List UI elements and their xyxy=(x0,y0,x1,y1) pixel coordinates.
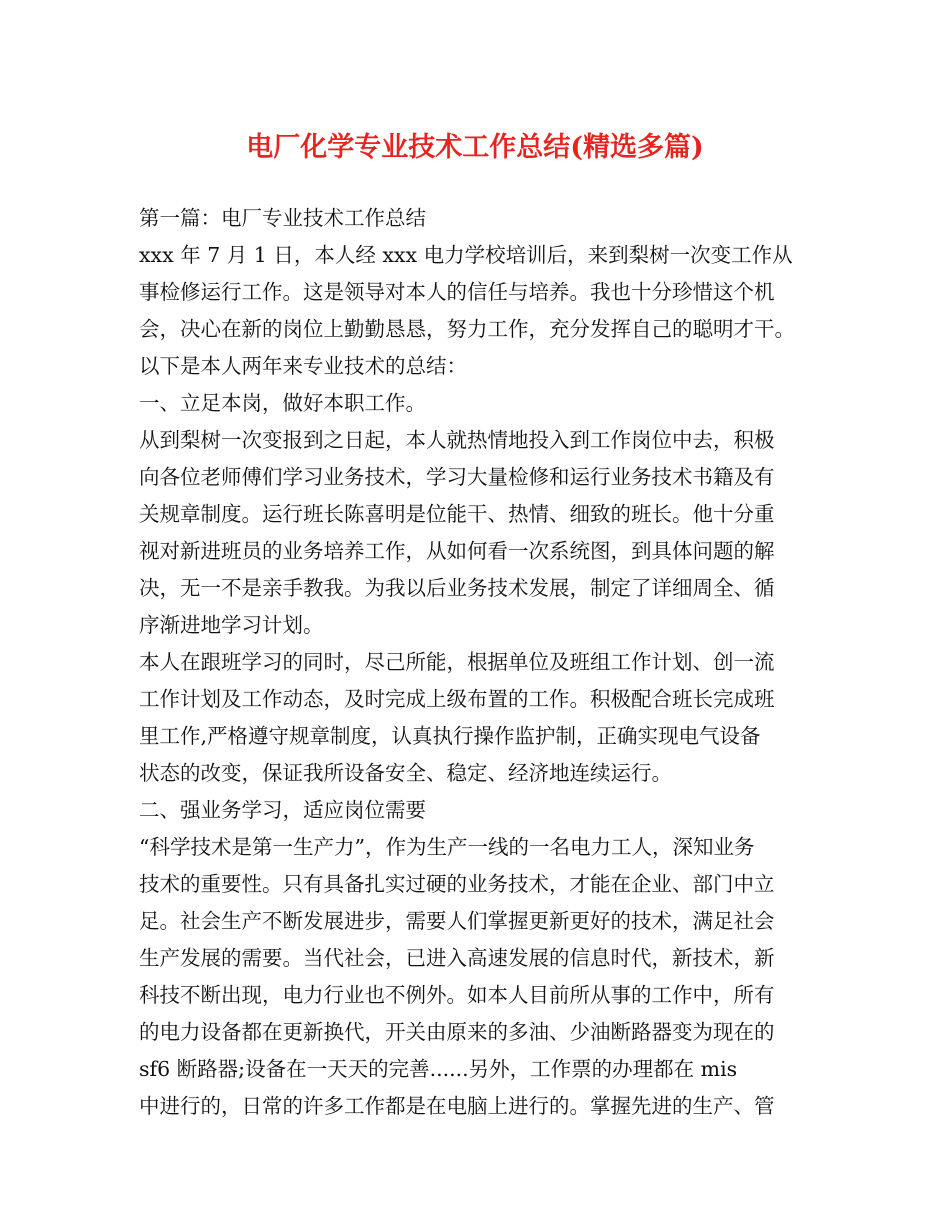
text-line: 向各位老师傅们学习业务技术，学习大量检修和运行业务技术书籍及有 xyxy=(139,465,775,489)
text-line: 第一篇：电厂专业技术工作总结 xyxy=(139,206,426,230)
text-line: 工作计划及工作动态，及时完成上级布置的工作。积极配合班长完成班 xyxy=(139,687,775,711)
document-body xyxy=(139,200,839,1125)
text-line: 里工作,严格遵守规章制度，认真执行操作监护制，正确实现电气设备 xyxy=(139,724,761,748)
text-line: 科技不断出现，电力行业也不例外。如本人目前所从事的工作中，所有 xyxy=(139,983,775,1007)
text-line: 关规章制度。运行班长陈喜明是位能干、热情、细致的班长。他十分重 xyxy=(139,502,775,526)
text-line: 中进行的，日常的许多工作都是在电脑上进行的。掌握先进的生产、管 xyxy=(139,1094,775,1118)
text-line: 决，无一不是亲手教我。为我以后业务技术发展，制定了详细周全、循 xyxy=(139,576,775,600)
text-line: 状态的改变，保证我所设备安全、稳定、经济地连续运行。 xyxy=(139,761,672,785)
text-line: 事检修运行工作。这是领导对本人的信任与培养。我也十分珍惜这个机 xyxy=(139,280,775,304)
text-line: 会，决心在新的岗位上勤勤恳恳，努力工作，充分发挥自己的聪明才干。 xyxy=(139,317,795,341)
text-line: 二、强业务学习，适应岗位需要 xyxy=(139,798,426,822)
text-line: 序渐进地学习计划。 xyxy=(139,613,324,637)
text-line: 技术的重要性。只有具备扎实过硬的业务技术，才能在企业、部门中立 xyxy=(139,872,775,896)
text-line: xxx 年 7 月 1 日，本人经 xxx 电力学校培训后，来到梨树一次变工作从 xyxy=(139,243,793,267)
text-line: sf6 断路器;设备在一天天的完善......另外，工作票的办理都在 mis xyxy=(139,1057,738,1081)
text-line: 本人在跟班学习的同时，尽己所能，根据单位及班组工作计划、创一流 xyxy=(139,650,775,674)
text-line: 一、立足本岗，做好本职工作。 xyxy=(139,391,426,415)
text-line: 从到梨树一次变报到之日起，本人就热情地投入到工作岗位中去，积极 xyxy=(139,428,775,452)
document-title: 电厂化学专业技术工作总结(精选多篇) xyxy=(246,132,704,163)
text-line: 视对新进班员的业务培养工作，从如何看一次系统图，到具体问题的解 xyxy=(139,539,775,563)
text-line: 生产发展的需要。当代社会，已进入高速发展的信息时代，新技术，新 xyxy=(139,946,775,970)
text-line: 的电力设备都在更新换代，开关由原来的多油、少油断路器变为现在的 xyxy=(139,1020,775,1044)
text-line: 足。社会生产不断发展进步，需要人们掌握更新更好的技术，满足社会 xyxy=(139,909,775,933)
text-line: “科学技术是第一生产力”，作为生产一线的一名电力工人，深知业务 xyxy=(139,835,755,859)
text-line: 以下是本人两年来专业技术的总结： xyxy=(139,354,467,378)
